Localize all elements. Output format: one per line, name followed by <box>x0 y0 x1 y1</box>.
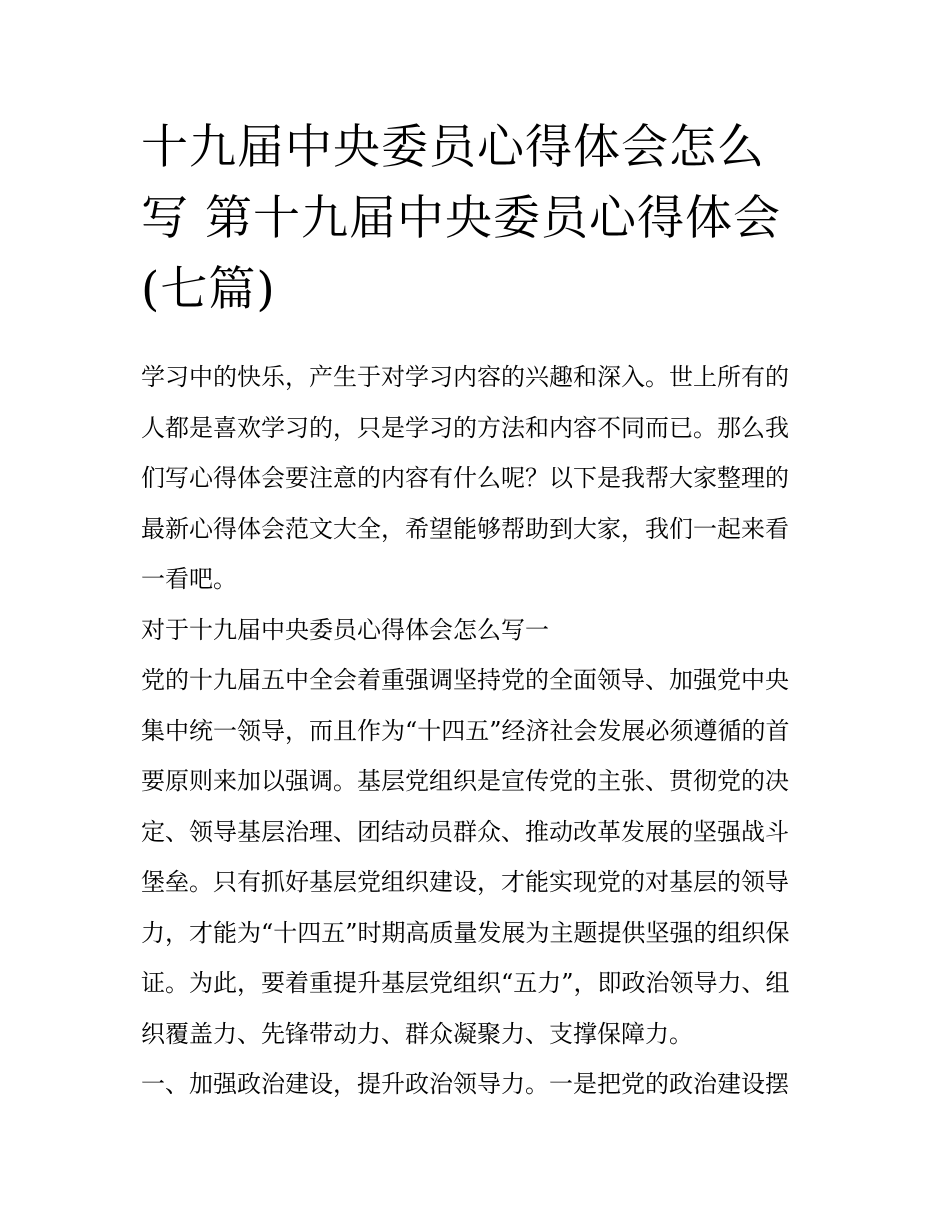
title-line: (七篇) <box>141 262 276 317</box>
section-heading: 对于十九届中央委员心得体会怎么写一 <box>141 615 549 644</box>
intro-line: 一看吧。 <box>141 565 237 593</box>
paragraph-line: 织覆盖力、先锋带动力、群众凝聚力、支撑保障力。 <box>141 1019 693 1048</box>
title-line: 写 第十九届中央委员心得体会 <box>141 191 781 246</box>
paragraph-line: 力，才能为“十四五”时期高质量发展为主题提供坚强的组织保 <box>141 918 790 947</box>
paragraph-line: 要原则来加以强调。基层党组织是宣传党的主张、贯彻党的决 <box>141 767 789 795</box>
title-line: 十九届中央委员心得体会怎么 <box>141 120 765 175</box>
paragraph-line: 堡垒。只有抓好基层党组织建设，才能实现党的对基层的领导 <box>141 868 789 896</box>
document-title <box>141 112 821 325</box>
paragraph-line: 党的十九届五中全会着重强调坚持党的全面领导、加强党中央 <box>141 666 789 694</box>
paragraph-line: 一、加强政治建设，提升政治领导力。一是把党的政治建设摆 <box>141 1070 789 1098</box>
paragraph-line: 证。为此，要着重提升基层党组织“五力”，即政治领导力、组 <box>141 969 790 997</box>
intro-line: 学习中的快乐，产生于对学习内容的兴趣和深入。世上所有的 <box>141 363 789 391</box>
paragraph-line: 集中统一领导，而且作为“十四五”经济社会发展必须遵循的首 <box>141 716 790 745</box>
paragraph-line: 定、领导基层治理、团结动员群众、推动改革发展的坚强战斗 <box>141 817 789 846</box>
intro-line: 们写心得体会要注意的内容有什么呢？以下是我帮大家整理的 <box>141 464 789 492</box>
document-body <box>141 352 821 1110</box>
intro-line: 最新心得体会范文大全，希望能够帮助到大家，我们一起来看 <box>141 514 789 543</box>
intro-line: 人都是喜欢学习的，只是学习的方法和内容不同而已。那么我 <box>141 413 789 442</box>
